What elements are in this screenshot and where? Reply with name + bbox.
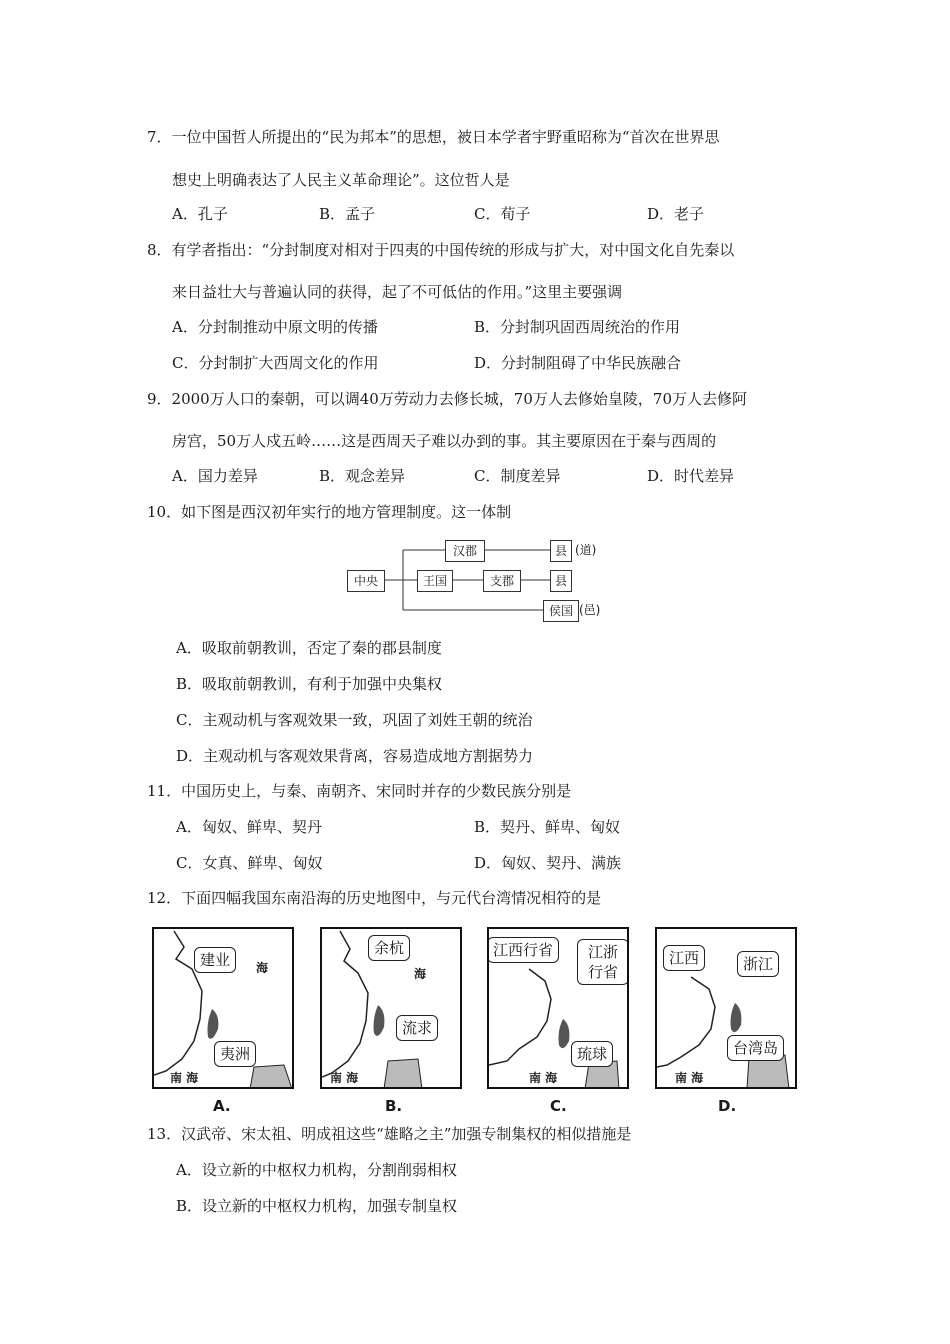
q10-stem: 10．如下图是西汉初年实行的地方管理制度。这一体制 xyxy=(147,503,512,521)
sea-label-east: 海 xyxy=(414,967,427,981)
q8-option-a[interactable]: A．分封制推动中原文明的传播 xyxy=(172,318,378,336)
callout-jiangzhe-province: 江浙行省 xyxy=(577,939,629,985)
q9-option-d[interactable]: D．时代差异 xyxy=(647,467,735,485)
callout-yuhang: 余杭 xyxy=(368,935,410,961)
callout-liuqiu: 琉球 xyxy=(571,1041,613,1067)
map-d-label: D. xyxy=(718,1097,737,1115)
sea-label-south: 南 海 xyxy=(675,1071,704,1085)
q10-option-a[interactable]: A．吸取前朝教训，否定了秦的郡县制度 xyxy=(176,639,442,657)
map-b-label: B. xyxy=(385,1097,403,1115)
q8-option-c[interactable]: C．分封制扩大西周文化的作用 xyxy=(172,354,379,372)
node-marquisate: 侯国 xyxy=(543,600,579,622)
map-d[interactable] xyxy=(655,927,797,1089)
callout-jiangxi: 江西 xyxy=(663,945,705,971)
q10-option-d[interactable]: D．主观动机与客观效果背离，容易造成地方割据势力 xyxy=(176,747,534,765)
callout-taiwan-island: 台湾岛 xyxy=(727,1035,784,1061)
q7-option-a[interactable]: A．孔子 xyxy=(172,205,228,223)
q11-option-b[interactable]: B．契丹、鲜卑、匈奴 xyxy=(474,818,621,836)
node-county-1: 县 xyxy=(550,540,572,562)
map-b[interactable] xyxy=(320,927,462,1089)
callout-jianye: 建业 xyxy=(194,947,236,973)
q9-option-a[interactable]: A．国力差异 xyxy=(172,467,258,485)
sea-label-east: 海 xyxy=(256,961,269,975)
q8-stem-line1: 8．有学者指出：“分封制度对相对于四夷的中国传统的形成与扩大，对中国文化自先秦以 xyxy=(147,241,735,259)
q13-option-a[interactable]: A．设立新的中枢权力机构，分割削弱相权 xyxy=(176,1161,457,1179)
node-central: 中央 xyxy=(347,570,385,592)
node-county-2: 县 xyxy=(550,570,572,592)
q10-option-c[interactable]: C．主观动机与客观效果一致，巩固了刘姓王朝的统治 xyxy=(176,711,533,729)
q7-stem-line1: 7．一位中国哲人所提出的“民为邦本”的思想，被日本学者宇野重昭称为“首次在世界思 xyxy=(147,128,720,146)
node-sub-commandery: 支郡 xyxy=(483,570,521,592)
map-c[interactable] xyxy=(487,927,629,1089)
callout-liuqiu: 流求 xyxy=(396,1015,438,1041)
q9-stem-line2: 房宫，50万人戍五岭……这是西周天子难以办到的事。其主要原因在于秦与西周的 xyxy=(172,432,717,450)
map-a-label: A. xyxy=(213,1097,231,1115)
q8-stem-line2: 来日益壮大与普遍认同的获得，起了不可低估的作用。”这里主要强调 xyxy=(172,283,623,301)
sea-label-south: 南 海 xyxy=(330,1071,359,1085)
q8-option-d[interactable]: D．分封制阻碍了中华民族融合 xyxy=(474,354,682,372)
map-c-label: C. xyxy=(550,1097,567,1115)
q7-option-b[interactable]: B．孟子 xyxy=(319,205,376,223)
node-han-commandery: 汉郡 xyxy=(445,540,485,562)
node-kingdom: 王国 xyxy=(417,570,453,592)
q12-stem: 12．下面四幅我国东南沿海的历史地图中，与元代台湾情况相符的是 xyxy=(147,889,602,907)
q7-option-c[interactable]: C．荀子 xyxy=(474,205,531,223)
q10-option-b[interactable]: B．吸取前朝教训，有利于加强中央集权 xyxy=(176,675,443,693)
q7-stem-line2: 想史上明确表达了人民主义革命理论”。这位哲人是 xyxy=(172,171,510,189)
sea-label-south: 南 海 xyxy=(170,1071,199,1085)
callout-jiangxi-province: 江西行省 xyxy=(487,937,559,963)
q13-stem: 13．汉武帝、宋太祖、明成祖这些“雄略之主”加强专制集权的相似措施是 xyxy=(147,1125,632,1143)
q11-stem: 11．中国历史上，与秦、南朝齐、宋同时并存的少数民族分别是 xyxy=(147,782,572,800)
q13-option-b[interactable]: B．设立新的中枢权力机构，加强专制皇权 xyxy=(176,1197,458,1215)
note-dao: (道) xyxy=(575,543,597,557)
q7-option-d[interactable]: D．老子 xyxy=(647,205,705,223)
map-a[interactable] xyxy=(152,927,294,1089)
q11-option-c[interactable]: C．女真、鲜卑、匈奴 xyxy=(176,854,323,872)
sea-label-south: 南 海 xyxy=(529,1071,558,1085)
callout-yizhou: 夷洲 xyxy=(214,1041,256,1067)
q9-option-c[interactable]: C．制度差异 xyxy=(474,467,561,485)
q9-option-b[interactable]: B．观念差异 xyxy=(319,467,406,485)
q11-option-a[interactable]: A．匈奴、鲜卑、契丹 xyxy=(176,818,322,836)
admin-system-diagram xyxy=(345,535,605,625)
q9-stem-line1: 9．2000万人口的秦朝，可以调40万劳动力去修长城，70万人去修始皇陵，70万人去修阿 xyxy=(147,390,747,408)
q11-option-d[interactable]: D．匈奴、契丹、满族 xyxy=(474,854,622,872)
callout-zhejiang: 浙江 xyxy=(737,951,779,977)
q8-option-b[interactable]: B．分封制巩固西周统治的作用 xyxy=(474,318,681,336)
note-yi: (邑) xyxy=(579,603,601,617)
